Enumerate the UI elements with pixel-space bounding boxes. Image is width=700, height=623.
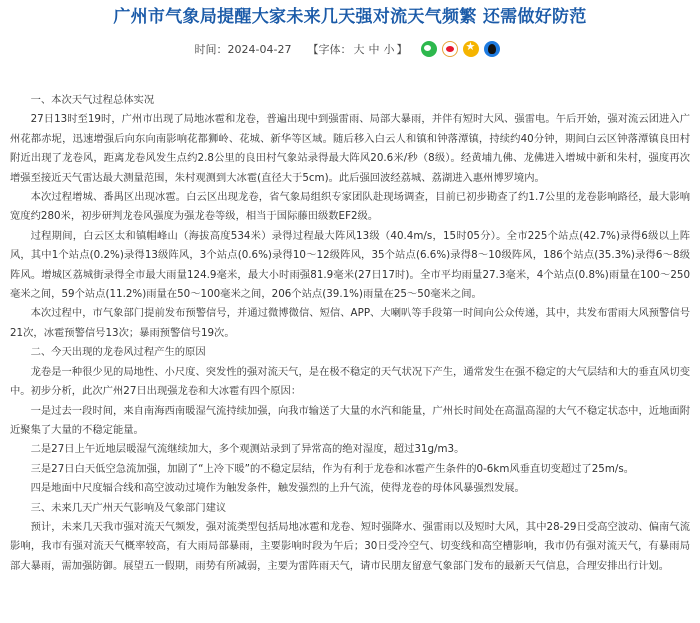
section-heading: 一、本次天气过程总体实况 (30, 94, 155, 106)
paragraph: 三是27日白天低空急流加强，加剧了“上冷下暖”的不稳定层结，作为有利于龙卷和冰雹产生条件的0-6km风垂直切变超过了25m/s。 (30, 462, 634, 475)
paragraph: 本次过程增城、番禺区出现冰雹。白云区出现龙卷，省气象局组织专家团队赴现场调查，目前已初步勘查了约1.7公里的龙卷影响路径，最大影响宽度约280米，初步研判龙卷风强度为强龙卷等级，相当于国际藤田级数EF2级。 (10, 191, 690, 223)
font-small-button[interactable]: 小 (383, 43, 395, 56)
font-medium-button[interactable]: 中 (368, 43, 380, 56)
qq-icon[interactable] (484, 41, 500, 57)
font-size-control (307, 41, 407, 57)
paragraph: 龙卷是一种很少见的局地性、小尺度、突发性的强对流天气，是在极不稳定的天气状况下产生，通常发生在强不稳定的大气层结和大的垂直风切变中。初步分析，此次广州27日出现强龙卷和大冰雹有四个原因： (10, 365, 690, 398)
font-size-label: 【字体： (307, 43, 352, 56)
paragraph: 一是过去一段时间，来自南海西南暖湿气流持续加强，向我市输送了大量的水汽和能量，广州长时间处在高温高湿的大气不稳定状态中，近地面附近聚集了大量的不稳定能量。 (10, 404, 690, 436)
section-heading: 二、今天出现的龙卷风过程产生的原因 (30, 346, 206, 359)
paragraph: 四是地面中尺度辐合线和高空波动过境作为触发条件，触发强烈的上升气流，使得龙卷的母体风暴强烈发展。 (30, 482, 525, 495)
paragraph: 本次过程中，市气象部门提前发布预警信号，并通过微博微信、短信、APP、大喇叭等手段第一时间向公众传递，其中，共发布雷雨大风预警信号21次，冰雹预警信号13次；暴雨预警信号19次。 (10, 307, 690, 339)
wechat-icon[interactable] (421, 41, 437, 57)
paragraph: 过程期间，白云区太和镇帽峰山（海拔高度534米）录得过程最大阵风13级（40.4m/s，15时05分）。全市225个站点(42.7%)录得6级以上阵风，其中1个站点(0.2%)录得13级阵风，3个站点(0.6%)录得10～12级阵风，35个站点(6.6%)录得8～10级阵风，186个站点(35.3%)录得6～8级阵风。增城区荔城街录得全市最大雨量124.9毫米，最大小时雨强81.9毫米(27日17时)。全市平均雨量27.3毫米，4个站点(0.8%)雨量在100～250毫米之间，59个站点(11.2%)雨量在50～100毫米之间，206个站点(39.1%)雨量在25～50毫米之间。 (10, 229, 690, 301)
article-title: 广州市气象局提醒大家未来几天强对流天气频繁 还需做好防范 (113, 7, 587, 27)
section-heading: 三、未来几天广州天气影响及气象部门建议 (30, 501, 227, 514)
font-size-close: 】 (396, 43, 408, 56)
share-bar (421, 41, 505, 57)
paragraph: 预计，未来几天我市强对流天气频发，强对流类型包括局地冰雹和龙卷、短时强降水、强雷雨以及短时大风，其中28-29日受高空波动、偏南气流影响，我市有强对流天气概率较高，有大雨局部暴雨，主要影响时段为午后；30日受冷空气、切变线和高空槽影响，我市仍有强对流天气，有暴雨局部大暴雨，需加强防御。展望五一假期，雨势有所减弱，主要为雷阵雨天气，请市民朋友留意气象部门发布的最新天气信息，合理安排出行计划。 (10, 520, 690, 572)
paragraph: 二是27日上午近地层暖湿气流继续加大，多个观测站录到了异常高的绝对湿度，超过31g/m3。 (30, 443, 465, 456)
article-meta (0, 37, 700, 61)
weibo-icon[interactable] (442, 41, 458, 57)
qzone-icon[interactable] (463, 41, 479, 57)
paragraph: 27日13时至19时，广州市出现了局地冰雹和龙卷，普遍出现中到强雷雨、局部大暴雨，并伴有短时大风、强雷电。午后开始，强对流云团进入广州花都赤坭，迅速增强后向东向南影响花都狮岭、花城、新华等区域。随后移入白云人和镇和钟落潭镇，持续约40分钟，期间白云区钟落潭镇良田村附近出现了龙卷风，距离龙卷风发生点约2.8公里的良田村气象站录得最大阵风20.6米/秒（8级）。经黄埔九佛、龙佛进入增城中新和朱村，强度再次增强至接近天气雷达最大测量范围，朱村观测到大冰雹(直径大于5cm)。此后强回波经荔城、荔湖进入惠州博罗境内。 (10, 113, 690, 184)
article-body (10, 91, 690, 576)
font-large-button[interactable]: 大 (353, 43, 365, 56)
publish-time: 时间：2024-04-27 (194, 43, 292, 56)
